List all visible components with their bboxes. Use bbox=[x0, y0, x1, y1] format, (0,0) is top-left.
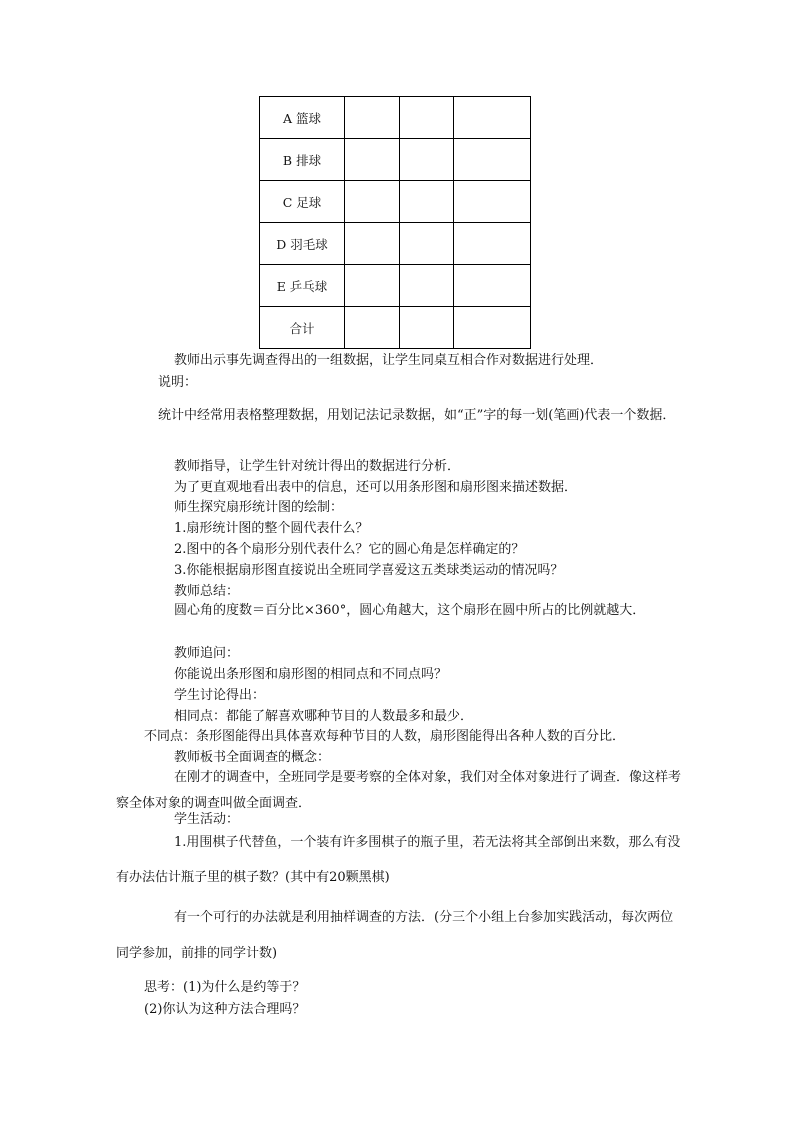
paragraph-census-body: 在刚才的调查中，全班同学是要考察的全体对象，我们对全体对象进行了调查．像这样考察全体对象的调查叫做全面调查． bbox=[116, 770, 682, 811]
paragraph-think-2: (2)你认为这种方法合理吗？ bbox=[144, 1002, 306, 1017]
question-2: 2.图中的各个扇形分别代表什么？它的圆心角是怎样确定的？ bbox=[174, 542, 525, 557]
paragraph-teacher-guide: 教师指导，让学生针对统计得出的数据进行分析． bbox=[174, 459, 461, 474]
empty-cell bbox=[454, 265, 531, 307]
paragraph-note-body: 统计中经常用表格整理数据，用划记法记录数据，如“正”字的每一划(笔画)代表一个数据． bbox=[158, 408, 676, 423]
empty-cell bbox=[454, 223, 531, 265]
paragraph-activity-heading: 学生活动： bbox=[174, 812, 240, 827]
empty-cell bbox=[400, 97, 454, 139]
paragraph-activity-body: 1.用围棋子代替鱼，一个装有许多围棋子的瓶子里，若无法将其全部倒出来数，那么有没有办法估计瓶子里的棋子数？(其中有20颗黑棋) bbox=[116, 835, 681, 885]
table-row bbox=[260, 265, 531, 307]
question-1: 1.扇形统计图的整个圆代表什么？ bbox=[174, 521, 369, 536]
question-3: 3.你能根据扇形图直接说出全班同学喜爱这五类球类运动的情况吗？ bbox=[174, 563, 564, 578]
row-label: D 羽毛球 bbox=[260, 223, 345, 265]
empty-cell bbox=[400, 265, 454, 307]
paragraph-followup-heading: 教师追问： bbox=[174, 646, 240, 661]
row-label: C 足球 bbox=[260, 181, 345, 223]
empty-cell bbox=[454, 97, 531, 139]
paragraph-differences: 不同点：条形图能得出具体喜欢每种节目的人数，扇形图能得出各种人数的百分比． bbox=[144, 729, 626, 744]
row-label: 合计 bbox=[260, 307, 345, 349]
empty-cell bbox=[400, 181, 454, 223]
paragraph-note-heading: 说明： bbox=[158, 375, 198, 390]
paragraph-discussion-heading: 学生讨论得出： bbox=[174, 688, 266, 703]
empty-cell bbox=[454, 181, 531, 223]
empty-cell bbox=[454, 307, 531, 349]
paragraph-summary-heading: 教师总结： bbox=[174, 584, 240, 599]
table-row bbox=[260, 97, 531, 139]
empty-cell bbox=[345, 181, 400, 223]
empty-cell bbox=[400, 223, 454, 265]
survey-table bbox=[259, 96, 531, 349]
paragraph-census-heading: 教师板书全面调查的概念： bbox=[174, 750, 331, 765]
empty-cell bbox=[345, 97, 400, 139]
table-row bbox=[260, 307, 531, 349]
empty-cell bbox=[454, 139, 531, 181]
paragraph-explore-heading: 师生探究扇形统计图的绘制： bbox=[174, 500, 344, 515]
paragraph-visualize: 为了更直观地看出表中的信息，还可以用条形图和扇形图来描述数据． bbox=[174, 480, 578, 495]
row-label: E 乒乓球 bbox=[260, 265, 345, 307]
paragraph-summary-body: 圆心角的度数＝百分比×360°，圆心角越大，这个扇形在圆中所占的比例就越大． bbox=[174, 603, 646, 618]
empty-cell bbox=[345, 265, 400, 307]
table-row bbox=[260, 181, 531, 223]
paragraph-followup-question: 你能说出条形图和扇形图的相同点和不同点吗？ bbox=[174, 667, 448, 682]
row-label: A 篮球 bbox=[260, 97, 345, 139]
paragraph-sampling: 有一个可行的办法就是利用抽样调查的方法．(分三个小组上台参加实践活动，每次两位同学参加，前排的同学计数) bbox=[116, 910, 674, 961]
paragraph-data-intro: 教师出示事先调查得出的一组数据，让学生同桌互相合作对数据进行处理． bbox=[174, 353, 604, 368]
row-label: B 排球 bbox=[260, 139, 345, 181]
empty-cell bbox=[400, 307, 454, 349]
table-row bbox=[260, 223, 531, 265]
table-row bbox=[260, 139, 531, 181]
paragraph-think-1: 思考：(1)为什么是约等于？ bbox=[144, 980, 306, 995]
empty-cell bbox=[345, 223, 400, 265]
empty-cell bbox=[400, 139, 454, 181]
empty-cell bbox=[345, 139, 400, 181]
empty-cell bbox=[345, 307, 400, 349]
paragraph-similarities: 相同点：都能了解喜欢哪种节目的人数最多和最少． bbox=[174, 709, 474, 724]
